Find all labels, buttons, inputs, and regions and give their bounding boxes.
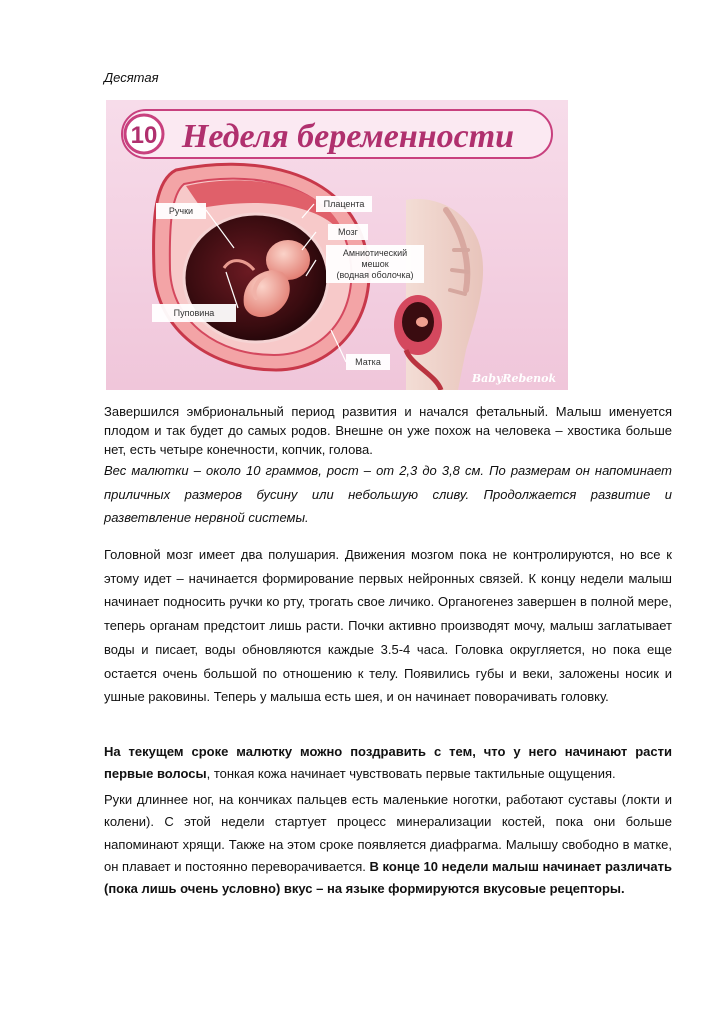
page-heading: Десятая	[104, 70, 159, 85]
taste-bold-text: В конце 10 недели малыш начинает различать (пока лишь очень условно) вкус – на языке формируются вкусовые рецепторы.	[104, 858, 672, 897]
label-brain: Мозг	[338, 227, 358, 237]
paragraph-weight-height: Вес малютки – около 10 граммов, рост – от 2,3 до 3,8 см. По размерам он напоминает приличных размеров бусину или небольшую сливу. Продолжается развитие и разветвление нервной системы.	[104, 463, 672, 525]
illustration-title: Неделя беременности	[181, 118, 515, 155]
hair-rest-text: , тонкая кожа начинает чувствовать первые тактильные ощущения.	[206, 765, 616, 781]
pregnancy-week-illustration	[106, 100, 568, 390]
label-hands: Ручки	[168, 206, 194, 216]
paragraph-fetal-period: Завершился эмбриональный период развития и начался фетальный. Малыш именуется плодом и так будет до самых родов. Внешне он уже похож на человека – хвостика больше нет, есть четыре конечности, копчик, голова.	[104, 404, 672, 457]
paragraph-brain-development: Головной мозг имеет два полушария. Движения мозгом пока не контролируются, но все к этому идет – начинается формирование первых нейронных связей. К концу недели малыш начинает подносить ручки ко рту, трогать свое личико. Органогенез завершен в полной мере, теперь органам предстоит лишь расти. Почки активно производят мочу, малыш заглатывает воды и писает, воды обновляются каждые 3.5-4 часа. Головка округляется, но пока еще остается очень большой по отношению к телу. Появились губы и веки, заложены носик и ушные раковины. Теперь у малыша есть шея, и он начинает поворачивать головку.	[104, 547, 672, 705]
label-umbilical: Пуповина	[173, 308, 215, 318]
limbs-text: Руки длиннее ног, на кончиках пальцев есть маленькие ноготки, работают суставы (локти и колени). С этой недели стартует процесс минерализации костей, пока они больше напоминают хрящи. Также на этом сроке появляется диафрагма. Малышу свободно в матке, он плавает и постоянно переворачивается.	[104, 792, 672, 874]
label-uterus: Матка	[355, 357, 381, 367]
watermark: BabyRebenok	[471, 372, 557, 385]
paragraph-hair	[104, 741, 672, 784]
illustration-svg	[106, 100, 568, 390]
label-placenta: Плацента	[323, 199, 365, 209]
paragraph-limbs-taste	[104, 789, 672, 900]
label-amniotic-line2: мешок	[361, 259, 389, 269]
week-number: 10	[130, 122, 158, 149]
label-amniotic-line3: (водная оболочка)	[336, 270, 414, 280]
hair-bold-text: На текущем сроке малютку можно поздравить с тем, что у него начинают расти первые волосы	[104, 744, 672, 781]
label-amniotic-line1: Амниотический	[342, 248, 408, 258]
